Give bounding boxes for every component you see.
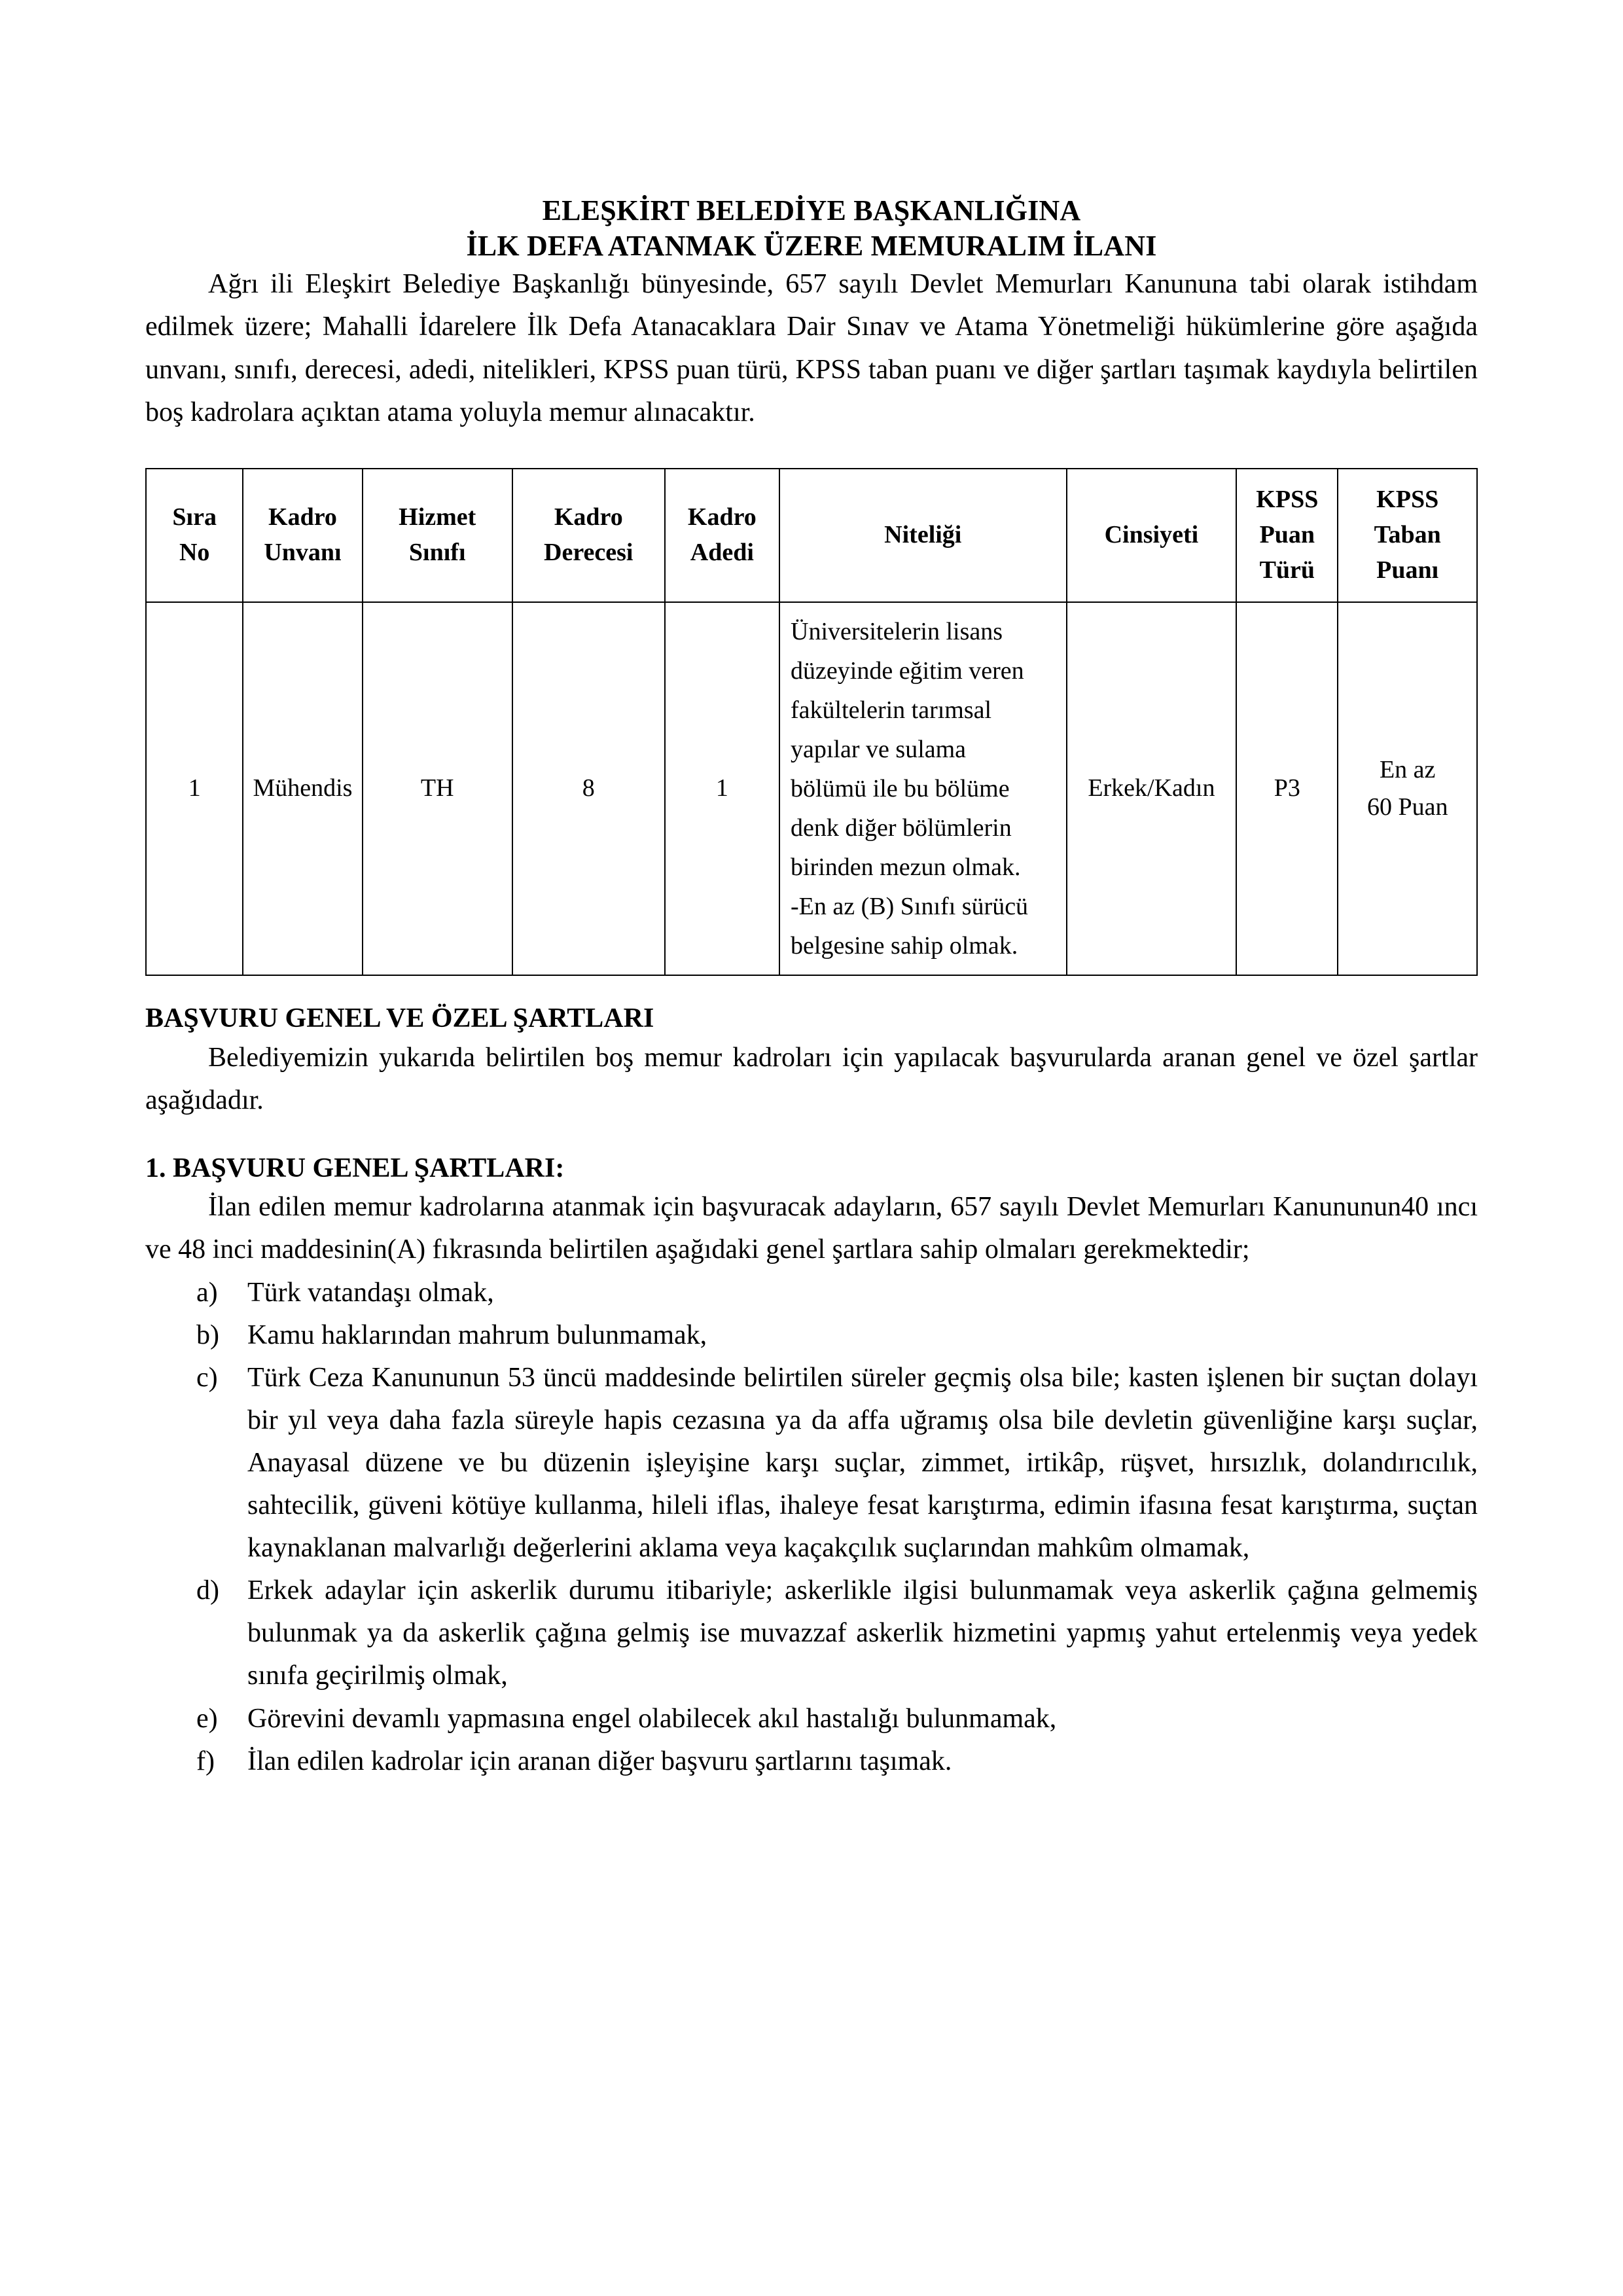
title-line-1: ELEŞKİRT BELEDİYE BAŞKANLIĞINA (542, 194, 1081, 226)
column-header-sira-no (146, 469, 243, 602)
column-header-kpss-puan-turu (1236, 469, 1338, 602)
header-line: No (179, 538, 210, 566)
header-line: Taban (1374, 520, 1441, 548)
list-item-text: Erkek adaylar için askerlik durumu itibariyle; askerlikle ilgisi bulunmamak veya askerlik çağına gelmemiş bulunmak ya da askerlik çağına gelmiş ise muvazzaf askerlik hizmetini yapmış yahut ertelenmiş veya yedek sınıfa geçirilmiş olmak, (247, 1575, 1478, 1691)
list-item-text: Görevini devamlı yapmasına engel olabilecek akıl hastalığı bulunmamak, (247, 1703, 1057, 1734)
list-item (145, 1357, 1478, 1570)
list-item-marker: b) (196, 1319, 219, 1350)
title-line-2: İLK DEFA ATANMAK ÜZERE MEMURALIM İLANI (466, 229, 1157, 262)
column-header-cinsiyeti (1067, 469, 1237, 602)
list-item-marker: e) (196, 1703, 218, 1734)
column-header-kadro-unvani (243, 469, 362, 602)
cell-kadro-derecesi: 8 (512, 602, 665, 975)
list-item-marker: f) (196, 1746, 215, 1776)
column-header-hizmet-sinifi (363, 469, 512, 602)
nitelik-line: düzeyinde eğitim veren (791, 656, 1024, 685)
nitelik-line: -En az (B) Sınıfı sürücü (791, 892, 1029, 920)
nitelik-line: birinden mezun olmak. (791, 853, 1021, 881)
nitelik-line: denk diğer bölümlerin (791, 814, 1012, 842)
nitelik-line: belgesine sahip olmak. (791, 931, 1018, 960)
header-line: KPSS (1376, 485, 1439, 513)
header-line: Sınıfı (408, 538, 466, 566)
nitelik-line: bölümü ile bu bölüme (791, 774, 1010, 802)
header-line: KPSS (1256, 485, 1319, 513)
kadro-table-wrapper (145, 468, 1478, 976)
header-line: Puanı (1376, 556, 1439, 584)
list-item-text: Türk Ceza Kanununun 53 üncü maddesinde belirtilen süreler geçmiş olsa bile; kasten işlenen bir suçtan dolayı bir yıl veya daha fazla süreyle hapis cezasına ya da affa uğramış olsa bile devletin güvenliğine karşı suçlar, Anayasal düzene ve bu düzenin işleyişine karşı suçlar, zimmet, irtikâp, rüşvet, hırsızlık, dolandırıcılık, sahtecilik, güveni kötüye kullanma, hileli iflas, ihaleye fesat karıştırma, edimin ifasına fesat karıştırma, suçtan kaynaklanan malvarlığı değerlerini aklama veya kaçakçılık suçlarından mahkûm olmamak, (247, 1362, 1478, 1564)
list-item-text: İlan edilen kadrolar için aranan diğer başvuru şartlarını taşımak. (247, 1746, 952, 1776)
genel-sartlar-list (145, 1272, 1478, 1783)
nitelik-line: yapılar ve sulama (791, 735, 967, 763)
cell-hizmet-sinifi: TH (363, 602, 512, 975)
table-body (146, 602, 1477, 975)
list-item (145, 1272, 1478, 1314)
header-line: Unvanı (264, 538, 342, 566)
list-item-marker: a) (196, 1277, 218, 1308)
nitelik-line: fakültelerin tarımsal (791, 696, 992, 724)
column-header-kadro-derecesi (512, 469, 665, 602)
column-header-kadro-adedi (665, 469, 779, 602)
page-content (145, 0, 1478, 1783)
cell-niteligi (779, 602, 1067, 975)
list-item-text: Kamu haklarından mahrum bulunmamak, (247, 1319, 707, 1350)
header-line: Puan (1259, 520, 1315, 548)
header-line: Derecesi (544, 538, 633, 566)
list-item (145, 1314, 1478, 1357)
kadro-table (145, 468, 1478, 976)
taban-puan-line: En az (1379, 755, 1436, 783)
section-heading-basvuru-sartlari: BAŞVURU GENEL VE ÖZEL ŞARTLARI (145, 1003, 654, 1033)
header-line: Kadro (268, 503, 337, 531)
list-item-text: Türk vatandaşı olmak, (247, 1277, 494, 1308)
header-line: Türü (1259, 556, 1315, 584)
intro-paragraph: Ağrı ili Eleşkirt Belediye Başkanlığı bünyesinde, 657 sayılı Devlet Memurları Kanununa tabi olarak istihdam edilmek üzere; Mahalli İdarelere İlk Defa Atanacaklara Dair Sınav ve Atama Yönetmeliği hükümlerine göre aşağıda unvanı, sınıfı, derecesi, adedi, nitelikleri, KPSS puan türü, KPSS taban puanı ve diğer şartları taşımak kaydıyla belirtilen boş kadrolara açıktan atama yoluyla memur alınacaktır. (145, 269, 1478, 427)
header-line: Sıra (172, 503, 217, 531)
table-header (146, 469, 1477, 602)
header-line: Cinsiyeti (1104, 520, 1199, 548)
column-header-niteligi (779, 469, 1067, 602)
paragraph-basvuru-sartlari: Belediyemizin yukarıda belirtilen boş memur kadroları için yapılacak başvurularda aranan genel ve özel şartlar aşağıdadır. (145, 1042, 1478, 1115)
table-header-row (146, 469, 1477, 602)
cell-kadro-unvani: Mühendis (243, 602, 362, 975)
cell-sira-no: 1 (146, 602, 243, 975)
nitelik-line: Üniversitelerin lisans (791, 617, 1003, 645)
cell-kadro-adedi: 1 (665, 602, 779, 975)
list-item (145, 1698, 1478, 1740)
header-line: Niteliği (884, 520, 962, 548)
list-item (145, 1570, 1478, 1697)
header-line: Adedi (690, 538, 754, 566)
section-heading-genel-sartlari: 1. BAŞVURU GENEL ŞARTLARI: (145, 1153, 565, 1183)
header-line: Kadro (687, 503, 757, 531)
cell-cinsiyeti: Erkek/Kadın (1067, 602, 1237, 975)
cell-kpss-taban-puani (1338, 602, 1477, 975)
header-line: Hizmet (399, 503, 476, 531)
taban-puan-line: 60 Puan (1366, 793, 1448, 821)
column-header-kpss-taban-puani (1338, 469, 1477, 602)
list-item-marker: c) (196, 1362, 218, 1393)
table-row (146, 602, 1477, 975)
list-item (145, 1740, 1478, 1783)
cell-kpss-puan-turu: P3 (1236, 602, 1338, 975)
header-line: Kadro (554, 503, 623, 531)
paragraph-genel-sartlari: İlan edilen memur kadrolarına atanmak için başvuracak adayların, 657 sayılı Devlet Memurları Kanununun40 ıncı ve 48 inci maddesinin(A) fıkrasında belirtilen aşağıdaki genel şartlara sahip olmaları gerekmektedir; (145, 1192, 1478, 1265)
list-item-marker: d) (196, 1575, 219, 1606)
page-title (145, 0, 1478, 263)
